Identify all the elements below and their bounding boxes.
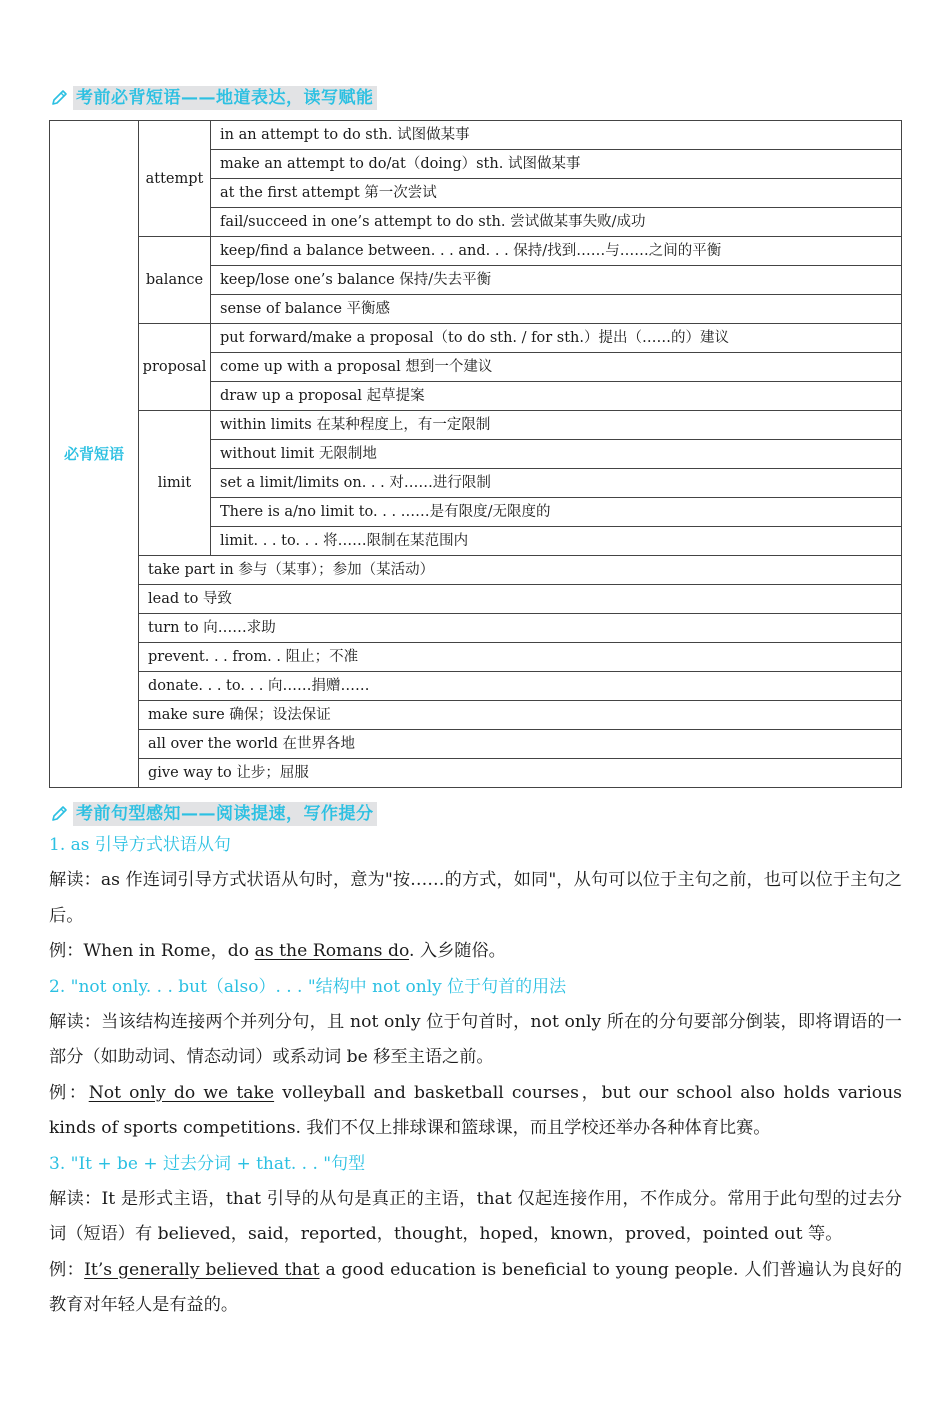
table-row bbox=[50, 759, 902, 788]
sentence-item-3 bbox=[49, 1147, 902, 1324]
phrase-cell: in an attempt to do sth. 试图做某事 bbox=[211, 121, 902, 150]
phrase-cell: prevent. . . from. . 阻止；不准 bbox=[139, 643, 902, 672]
sentence-item-1 bbox=[49, 828, 902, 970]
table-row bbox=[50, 324, 902, 353]
item-example bbox=[49, 934, 902, 970]
example-prefix: 例： bbox=[49, 1082, 89, 1103]
phrase-cell: draw up a proposal 起草提案 bbox=[211, 382, 902, 411]
phrase-cell: lead to 导致 bbox=[139, 585, 902, 614]
sentence-item-2 bbox=[49, 970, 902, 1147]
phrase-cell: give way to 让步；屈服 bbox=[139, 759, 902, 788]
example-underlined: Not only do we take bbox=[88, 1082, 275, 1103]
section-sentences bbox=[49, 800, 902, 1324]
table-row bbox=[50, 121, 902, 150]
headword-cell: proposal bbox=[139, 324, 211, 411]
category-cell: 必背短语 bbox=[50, 121, 139, 788]
phrase-cell: There is a/no limit to. . . ……是有限度/无限度的 bbox=[211, 498, 902, 527]
item-example bbox=[49, 1253, 902, 1324]
pencil-icon bbox=[49, 804, 69, 824]
phrase-cell: turn to 向……求助 bbox=[139, 614, 902, 643]
example-suffix: a good education is beneficial to young people. 人们普遍认为良好的教育对年轻人是有益的。 bbox=[49, 1259, 902, 1315]
table-row bbox=[50, 672, 902, 701]
section-title: 考前必背短语——地道表达，读写赋能 bbox=[73, 86, 377, 110]
phrase-cell: set a limit/limits on. . . 对……进行限制 bbox=[211, 469, 902, 498]
item-heading: 2. "not only. . . but（also）. . . "结构中 not only 位于句首的用法 bbox=[49, 976, 567, 997]
phrase-cell: make an attempt to do/at（doing）sth. 试图做某事 bbox=[211, 150, 902, 179]
phrase-cell: all over the world 在世界各地 bbox=[139, 730, 902, 759]
page bbox=[49, 84, 902, 1324]
phrase-cell: keep/lose one’s balance 保持/失去平衡 bbox=[211, 266, 902, 295]
table-row bbox=[50, 237, 902, 266]
headword-cell: attempt bbox=[139, 121, 211, 237]
example-suffix: . 入乡随俗。 bbox=[409, 941, 506, 961]
table-row bbox=[50, 585, 902, 614]
example-prefix: 例：When in Rome，do bbox=[49, 941, 255, 961]
example-suffix: volleyball and basketball courses，but our school also holds various kinds of sports competitions. 我们不仅上排球课和篮球课，而且学校还举办各种体育比赛。 bbox=[49, 1082, 902, 1138]
example-underlined: as the Romans do bbox=[254, 941, 409, 961]
phrase-table bbox=[49, 120, 902, 788]
example-prefix: 例： bbox=[49, 1259, 85, 1280]
phrase-cell: sense of balance 平衡感 bbox=[211, 295, 902, 324]
table-row bbox=[50, 643, 902, 672]
pencil-icon bbox=[49, 88, 69, 108]
table-row bbox=[50, 411, 902, 440]
item-explanation: 解读：as 作连词引导方式状语从句时，意为"按……的方式，如同"，从句可以位于主句之前，也可以位于主句之后。 bbox=[49, 870, 902, 926]
phrase-cell: make sure 确保；设法保证 bbox=[139, 701, 902, 730]
phrase-cell: put forward/make a proposal（to do sth. / for sth.）提出（……的）建议 bbox=[211, 324, 902, 353]
phrase-cell: fail/succeed in one’s attempt to do sth. 尝试做某事失败/成功 bbox=[211, 208, 902, 237]
section-sentences-header bbox=[49, 800, 902, 828]
headword-cell: limit bbox=[139, 411, 211, 556]
phrase-cell: within limits 在某种程度上，有一定限制 bbox=[211, 411, 902, 440]
phrase-cell: limit. . . to. . . 将……限制在某范围内 bbox=[211, 527, 902, 556]
item-explanation: 解读：当该结构连接两个并列分句，且 not only 位于句首时，not only 所在的分句要部分倒装，即将谓语的一部分（如助动词、情态动词）或系动词 be 移至主语之前。 bbox=[49, 1011, 902, 1067]
phrase-cell: take part in 参与（某事）；参加（某活动） bbox=[139, 556, 902, 585]
item-heading: 1. as 引导方式状语从句 bbox=[49, 835, 231, 855]
headword-cell: balance bbox=[139, 237, 211, 324]
phrase-cell: come up with a proposal 想到一个建议 bbox=[211, 353, 902, 382]
table-row bbox=[50, 701, 902, 730]
table-row bbox=[50, 614, 902, 643]
table-row bbox=[50, 730, 902, 759]
phrase-cell: donate. . . to. . . 向……捐赠…… bbox=[139, 672, 902, 701]
phrase-cell: without limit 无限制地 bbox=[211, 440, 902, 469]
section-phrases-header bbox=[49, 84, 902, 112]
phrase-cell: at the first attempt 第一次尝试 bbox=[211, 179, 902, 208]
table-row bbox=[50, 556, 902, 585]
item-heading: 3. "It + be + 过去分词 + that. . . "句型 bbox=[49, 1153, 366, 1174]
item-explanation: 解读：It 是形式主语，that 引导的从句是真正的主语，that 仅起连接作用，不作成分。常用于此句型的过去分词（短语）有 believed，said，reported，thought，hoped，known，proved，pointed out 等。 bbox=[49, 1188, 902, 1244]
item-example bbox=[49, 1076, 902, 1147]
example-underlined: It’s generally believed that bbox=[84, 1259, 320, 1280]
section-title: 考前句型感知——阅读提速，写作提分 bbox=[73, 802, 377, 826]
phrase-cell: keep/find a balance between. . . and. . . 保持/找到……与……之间的平衡 bbox=[211, 237, 902, 266]
